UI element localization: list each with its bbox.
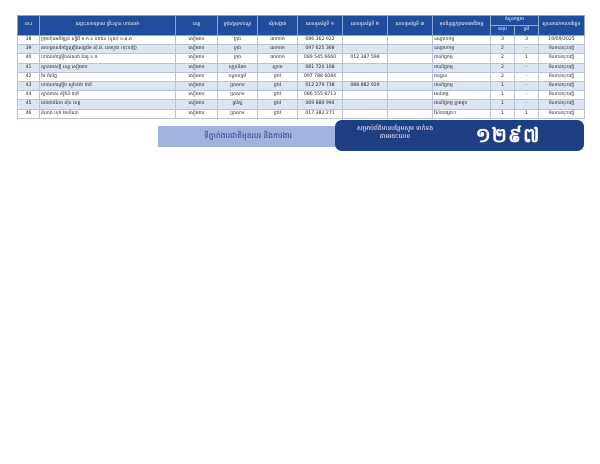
cell-status: មិនទាន់ចុះបញ្ជី: [539, 72, 585, 81]
cell-business: សេវាកម្ម: [433, 91, 491, 100]
col-header-phone1: លេខទូរស័ព្ទទី ១: [298, 16, 343, 36]
cell-name: ស្ពាន់មាស ស៊ូវ៉ានី ជាតិ: [40, 91, 176, 100]
cell-status: មិនទាន់ចុះបញ្ជី: [539, 91, 585, 100]
agency-name-banner: [158, 126, 338, 147]
cell-phone1: 097 625 368: [298, 45, 343, 54]
table-row: [18, 54, 585, 63]
cell-phone1: 097 788 6084: [298, 72, 343, 81]
cell-female: -: [515, 81, 539, 90]
cell-commune: ជ្រាវ: [258, 91, 298, 100]
cell-no: 44: [18, 91, 40, 100]
col-header-status: ស្ថានភាព/កាលបរិច្ឆេទ: [539, 16, 585, 36]
table-row: [18, 100, 585, 109]
table-row: [18, 109, 585, 118]
cell-business: ការដ្ឋាន: [433, 72, 491, 81]
hotline-label: សម្រាប់ព័ត៌មានបន្ថែមសូម ទាក់ទងតាមរយៈលេខ: [356, 125, 434, 140]
table-row: [18, 81, 585, 90]
cell-province: សៀមរាប: [176, 109, 218, 118]
col-header-no: ល.រ: [18, 16, 40, 36]
cell-province: សៀមរាប: [176, 54, 218, 63]
cell-female: -: [515, 100, 539, 109]
cell-phone1: 012 279 738: [298, 81, 343, 90]
cell-phone3: [388, 36, 433, 45]
cell-total: 1: [491, 91, 515, 100]
cell-total: 2: [491, 63, 515, 72]
establishment-table: [17, 15, 585, 119]
cell-female: -: [515, 63, 539, 72]
cell-phone3: [388, 100, 433, 109]
cell-district: ស្រីស្នំ: [218, 100, 258, 109]
cell-status: 19/09/2025: [539, 36, 585, 45]
cell-phone1: 086 555 6713: [298, 91, 343, 100]
cell-no: 38: [18, 36, 40, 45]
cell-province: សៀមរាប: [176, 45, 218, 54]
cell-phone2: 088 882 929: [343, 81, 388, 90]
cell-district: ក្រុង: [218, 36, 258, 45]
cell-phone3: [388, 45, 433, 54]
cell-no: 45: [18, 100, 40, 109]
cell-province: សៀមរាប: [176, 81, 218, 90]
cell-commune: ជ្រាវ: [258, 81, 298, 90]
cell-province: សៀមរាប: [176, 91, 218, 100]
cell-total: 2: [491, 45, 515, 54]
table-row: [18, 36, 585, 45]
cell-phone1: 089 545 6660: [298, 54, 343, 63]
cell-district: ក្រុង: [218, 54, 258, 63]
table-row: [18, 45, 585, 54]
col-header-workers: ចំនួនកម្មករ: [491, 16, 539, 26]
cell-phone1: 081 720 108: [298, 63, 343, 72]
cell-total: 2: [491, 72, 515, 81]
cell-commune: ជ្រាវ: [258, 100, 298, 109]
cell-phone2: [343, 45, 388, 54]
header-row: [18, 16, 585, 26]
cell-commune: គោកចក: [258, 54, 298, 63]
cell-province: សៀមរាប: [176, 36, 218, 45]
cell-phone3: [388, 81, 433, 90]
cell-total: 1: [491, 109, 515, 118]
cell-commune: ជ្រាវ: [258, 109, 298, 118]
hotline-banner: [335, 120, 584, 151]
cell-phone1: 086 362 922: [298, 36, 343, 45]
cell-district: ប្រាសាទ: [218, 81, 258, 90]
cell-business: ឧស្សាហកម្ម: [433, 45, 491, 54]
cell-no: 41: [18, 63, 40, 72]
cell-total: 2: [491, 54, 515, 63]
cell-status: មិនទាន់ចុះបញ្ជី: [539, 109, 585, 118]
hotline-number: ១២៩៧: [475, 123, 541, 147]
cell-province: សៀមរាប: [176, 72, 218, 81]
col-header-commune: ឃុំ/សង្កាត់: [258, 16, 298, 36]
cell-district: បន្ទាយស្រី: [218, 72, 258, 81]
cell-female: -: [515, 45, 539, 54]
cell-name: ម៉ៃ ពិសិដ្ឋ: [40, 72, 176, 81]
cell-name: សហគ្រាសកែច្នៃគ្រឿងសង្ហារឹម ស៊ី.អិ. ខេមបូឌា (ចុះបញ្ជី): [40, 45, 176, 54]
col-header-workers-female: ស្រី: [515, 26, 539, 36]
table-row: [18, 63, 585, 72]
cell-name: ហាងលក់គ្រឿង សូរ៉ាន់ថា ជាតិ: [40, 81, 176, 90]
cell-name: និលាង ហុង ម៉ាលីណា: [40, 109, 176, 118]
cell-province: សៀមរាប: [176, 100, 218, 109]
cell-status: មិនទាន់ចុះបញ្ជី: [539, 54, 585, 63]
cell-no: 40: [18, 54, 40, 63]
cell-status: មិនទាន់ចុះបញ្ជី: [539, 45, 585, 54]
cell-phone3: [388, 91, 433, 100]
cell-female: 3: [515, 36, 539, 45]
cell-no: 46: [18, 109, 40, 118]
cell-phone2: [343, 72, 388, 81]
cell-business: ឧស្សាហកម្ម: [433, 36, 491, 45]
cell-phone1: 017 382 271: [298, 109, 343, 118]
table-row: [18, 91, 585, 100]
cell-name: ហាងលក់គ្រឿងសំណង់ ដៃគូ ខ.ក: [40, 54, 176, 63]
col-header-district: ក្រុង/ស្រុក/ខណ្ឌ: [218, 16, 258, 36]
cell-phone2: [343, 36, 388, 45]
cell-commune: គោកចក: [258, 36, 298, 45]
cell-status: មិនទាន់ចុះបញ្ជី: [539, 81, 585, 90]
cell-district: ប្រាសាទ: [218, 91, 258, 100]
cell-phone1: 069 880 994: [298, 100, 343, 109]
cell-total: 1: [491, 81, 515, 90]
cell-commune: ជ្រាវ: [258, 72, 298, 81]
agency-name: ទីភ្នាក់ងារជាតិមុខរបរ និងការងារ: [203, 131, 293, 140]
col-header-name: ឈ្មោះសហគ្រាស គ្រឹះស្ថាន ហាងលក់: [40, 16, 176, 36]
col-header-workers-total: សរុប: [491, 26, 515, 36]
cell-female: 1: [515, 54, 539, 63]
col-header-phone2: លេខទូរស័ព្ទទី ២: [343, 16, 388, 36]
table-row: [18, 72, 585, 81]
cell-status: មិនទាន់ចុះបញ្ជី: [539, 63, 585, 72]
cell-name: ស្ពាន់មាសថ្មី ខេត្ត សៀមរាប: [40, 63, 176, 72]
cell-no: 42: [18, 72, 40, 81]
cell-name: ក្រុមហ៊ុនអភិវឌ្ឍន៍ ស្ប៊ីអ៊ី ម.ក.ខ ឯកជន (ខូយ) ខ.អ.ត: [40, 36, 176, 45]
cell-business: វិស័យផ្សេងៗ: [433, 109, 491, 118]
cell-business: ពាណិជ្ជកម្ម: [433, 81, 491, 90]
cell-phone2: 012 387 598: [343, 54, 388, 63]
cell-business: ពាណិជ្ជកម្ម ខ្នាតតូច: [433, 100, 491, 109]
col-header-phone3: លេខទូរស័ព្ទទី ៣: [388, 16, 433, 36]
col-header-business: មុខជំនួញ/ប្រភេទអាជីវកម្ម: [433, 16, 491, 36]
cell-female: -: [515, 91, 539, 100]
cell-district: សូទ្រនិគម: [218, 63, 258, 72]
cell-district: ប្រាសាទ: [218, 109, 258, 118]
cell-phone3: [388, 63, 433, 72]
cell-phone2: [343, 63, 388, 72]
cell-phone3: [388, 72, 433, 81]
cell-business: ពាណិជ្ជកម្ម: [433, 63, 491, 72]
cell-female: 1: [515, 109, 539, 118]
cell-phone3: [388, 109, 433, 118]
cell-phone3: [388, 54, 433, 63]
cell-phone2: [343, 91, 388, 100]
col-header-province: ខេត្ត: [176, 16, 218, 36]
cell-province: សៀមរាប: [176, 63, 218, 72]
cell-status: មិនទាន់ចុះបញ្ជី: [539, 100, 585, 109]
cell-phone2: [343, 109, 388, 118]
cell-female: -: [515, 72, 539, 81]
cell-no: 43: [18, 81, 40, 90]
cell-phone2: [343, 100, 388, 109]
cell-commune: ស្វាយ: [258, 63, 298, 72]
cell-no: 39: [18, 45, 40, 54]
cell-name: រោងជាងដែក ស៊ុខ ខេត្ត: [40, 100, 176, 109]
cell-business: ពាណិជ្ជកម្ម: [433, 54, 491, 63]
cell-commune: គោកចក: [258, 45, 298, 54]
cell-total: 1: [491, 100, 515, 109]
cell-district: ក្រុង: [218, 45, 258, 54]
cell-total: 3: [491, 36, 515, 45]
